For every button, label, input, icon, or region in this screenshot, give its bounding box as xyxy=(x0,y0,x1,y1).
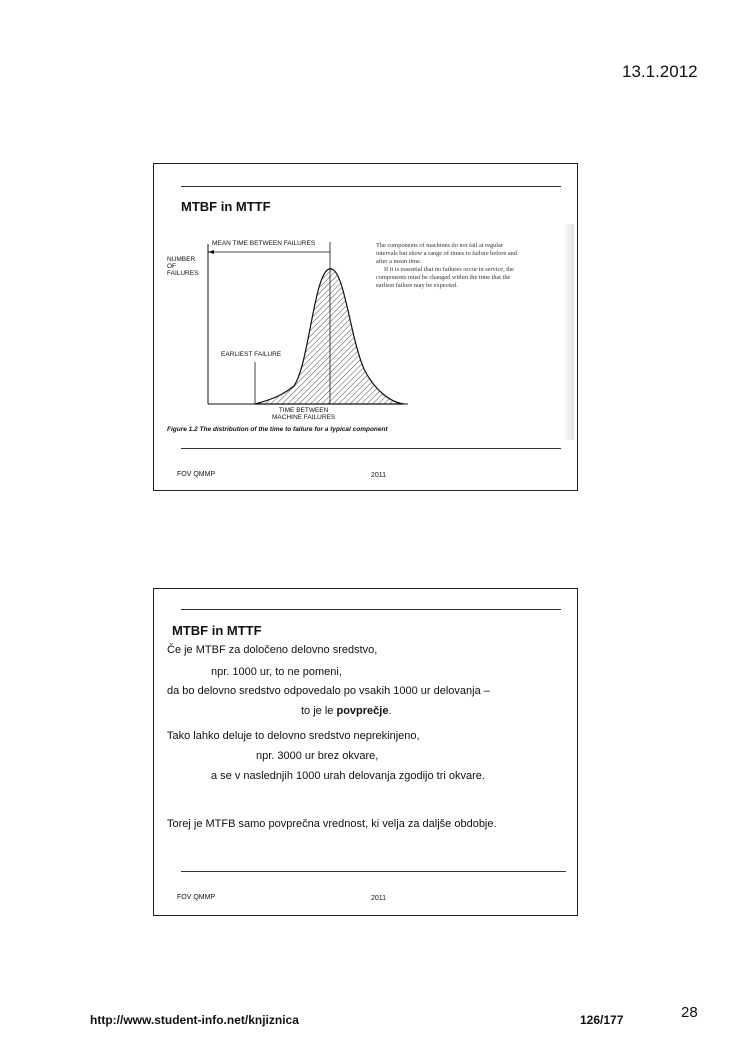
footer-year: 2011 xyxy=(371,472,387,479)
mean-label: MEAN TIME BETWEEN FAILURES xyxy=(212,240,316,247)
slide-1 xyxy=(153,163,578,491)
failure-distribution-chart xyxy=(154,164,577,434)
footer-left: FOV QMMP xyxy=(177,894,216,901)
date: 13.1.2012 xyxy=(622,62,698,81)
text-line: da bo delovno sredstvo odpovedalo po vsakih 1000 ur delovanja – xyxy=(167,685,490,697)
slide-title: MTBF in MTTF xyxy=(181,199,271,214)
text-line: to je le povprečje. xyxy=(301,705,392,717)
text-line: Torej je MTFB samo povprečna vrednost, ki velja za daljše obdobje. xyxy=(167,818,497,830)
x-axis-label: TIME BETWEEN MACHINE FAILURES xyxy=(272,407,336,421)
text-line: npr. 1000 ur, to ne pomeni, xyxy=(211,666,342,678)
footer-year: 2011 xyxy=(371,895,387,902)
slide-title: MTBF in MTTF xyxy=(172,623,262,638)
text-line: a se v naslednjih 1000 urah delovanja zgodijo tri okvare. xyxy=(211,770,485,782)
description: The components of machines do not fail at regular intervals but show a range of times to failure before and after a mean time. If it is essential that no failures occur in service, the components must be changed within the time that the earliest failure may be expected. xyxy=(376,242,517,289)
divider xyxy=(181,871,566,872)
page-count: 126/177 xyxy=(580,1013,624,1027)
scan-shadow xyxy=(564,224,574,440)
earliest-label: EARLIEST FAILURE xyxy=(221,351,282,358)
footer-left: FOV QMMP xyxy=(177,471,216,478)
text-line: Če je MTBF za določeno delovno sredstvo, xyxy=(167,644,378,656)
divider xyxy=(181,609,561,610)
source-url[interactable]: http://www.student-info.net/knjiznica xyxy=(90,1013,299,1027)
divider xyxy=(181,448,561,449)
slide-2 xyxy=(153,588,578,916)
page-number: 28 xyxy=(681,1004,698,1021)
y-axis-label: NUMBER OF FAILURES xyxy=(167,256,199,277)
text-line: npr. 3000 ur brez okvare, xyxy=(256,750,379,762)
figure-caption: Figure 1.2 The distribution of the time to failure for a typical component xyxy=(167,426,388,433)
text-line: Tako lahko deluje to delovno sredstvo neprekinjeno, xyxy=(167,730,420,742)
